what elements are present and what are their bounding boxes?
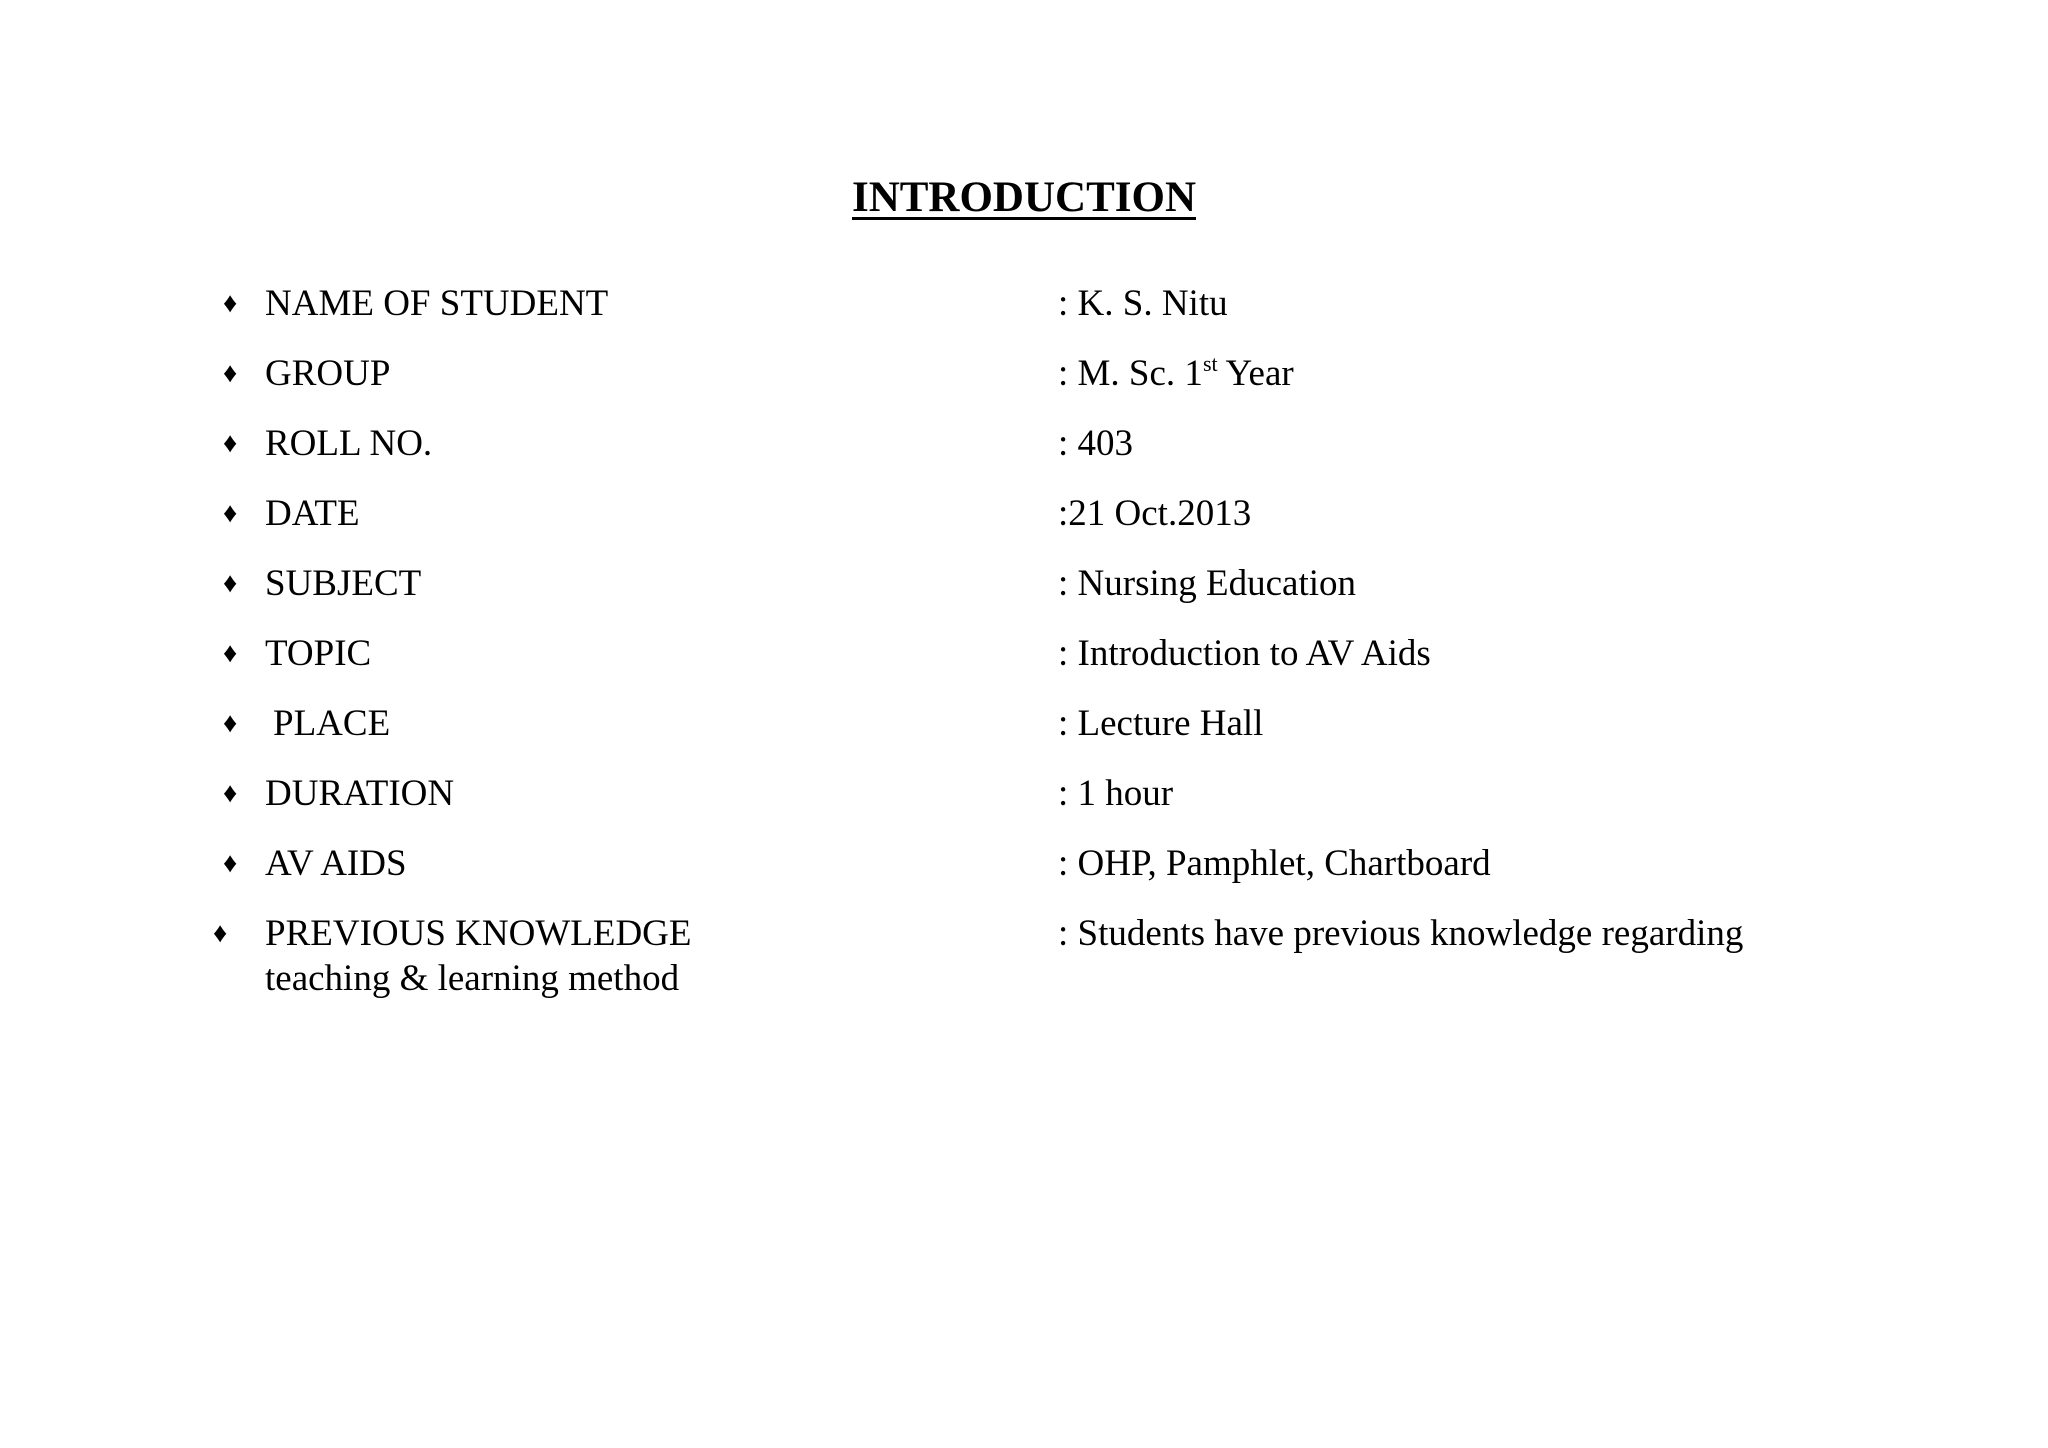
field-label: PREVIOUS KNOWLEDGE xyxy=(265,913,692,954)
field-value: : 403 xyxy=(1058,423,1134,464)
field-label: PLACE xyxy=(273,703,391,744)
diamond-bullet-icon: ♦ xyxy=(223,358,238,389)
diamond-bullet-icon: ♦ xyxy=(223,568,238,599)
field-label: DATE xyxy=(265,493,360,534)
field-value xyxy=(1058,351,1294,396)
field-label: ROLL NO. xyxy=(265,423,433,464)
field-value-suffix: Year xyxy=(1217,353,1294,394)
field-value: : OHP, Pamphlet, Chartboard xyxy=(1058,843,1491,884)
field-value: : Students have previous knowledge regarding xyxy=(1058,913,1744,954)
diamond-bullet-icon: ♦ xyxy=(223,428,238,459)
field-value: : 1 hour xyxy=(1058,773,1174,814)
field-label: DURATION xyxy=(265,773,455,814)
diamond-bullet-icon: ♦ xyxy=(223,498,238,529)
field-value: : Nursing Education xyxy=(1058,563,1357,604)
field-value: : Introduction to AV Aids xyxy=(1058,633,1431,674)
field-value: :21 Oct.2013 xyxy=(1058,493,1252,534)
field-label: TOPIC xyxy=(265,633,372,674)
field-value: : K. S. Nitu xyxy=(1058,283,1228,324)
diamond-bullet-icon: ♦ xyxy=(213,918,228,949)
diamond-bullet-icon: ♦ xyxy=(223,638,238,669)
field-label: SUBJECT xyxy=(265,563,422,604)
field-value: : Lecture Hall xyxy=(1058,703,1264,744)
diamond-bullet-icon: ♦ xyxy=(223,708,238,739)
diamond-bullet-icon: ♦ xyxy=(223,848,238,879)
diamond-bullet-icon: ♦ xyxy=(223,778,238,809)
field-label: AV AIDS xyxy=(265,843,407,884)
field-value-superscript: st xyxy=(1202,351,1218,376)
field-label: NAME OF STUDENT xyxy=(265,283,609,324)
field-label-continuation: teaching & learning method xyxy=(265,958,680,999)
field-value-prefix: : M. Sc. 1 xyxy=(1058,353,1203,394)
diamond-bullet-icon: ♦ xyxy=(223,288,238,319)
page-title: INTRODUCTION xyxy=(851,174,1197,221)
field-label: GROUP xyxy=(265,353,391,394)
